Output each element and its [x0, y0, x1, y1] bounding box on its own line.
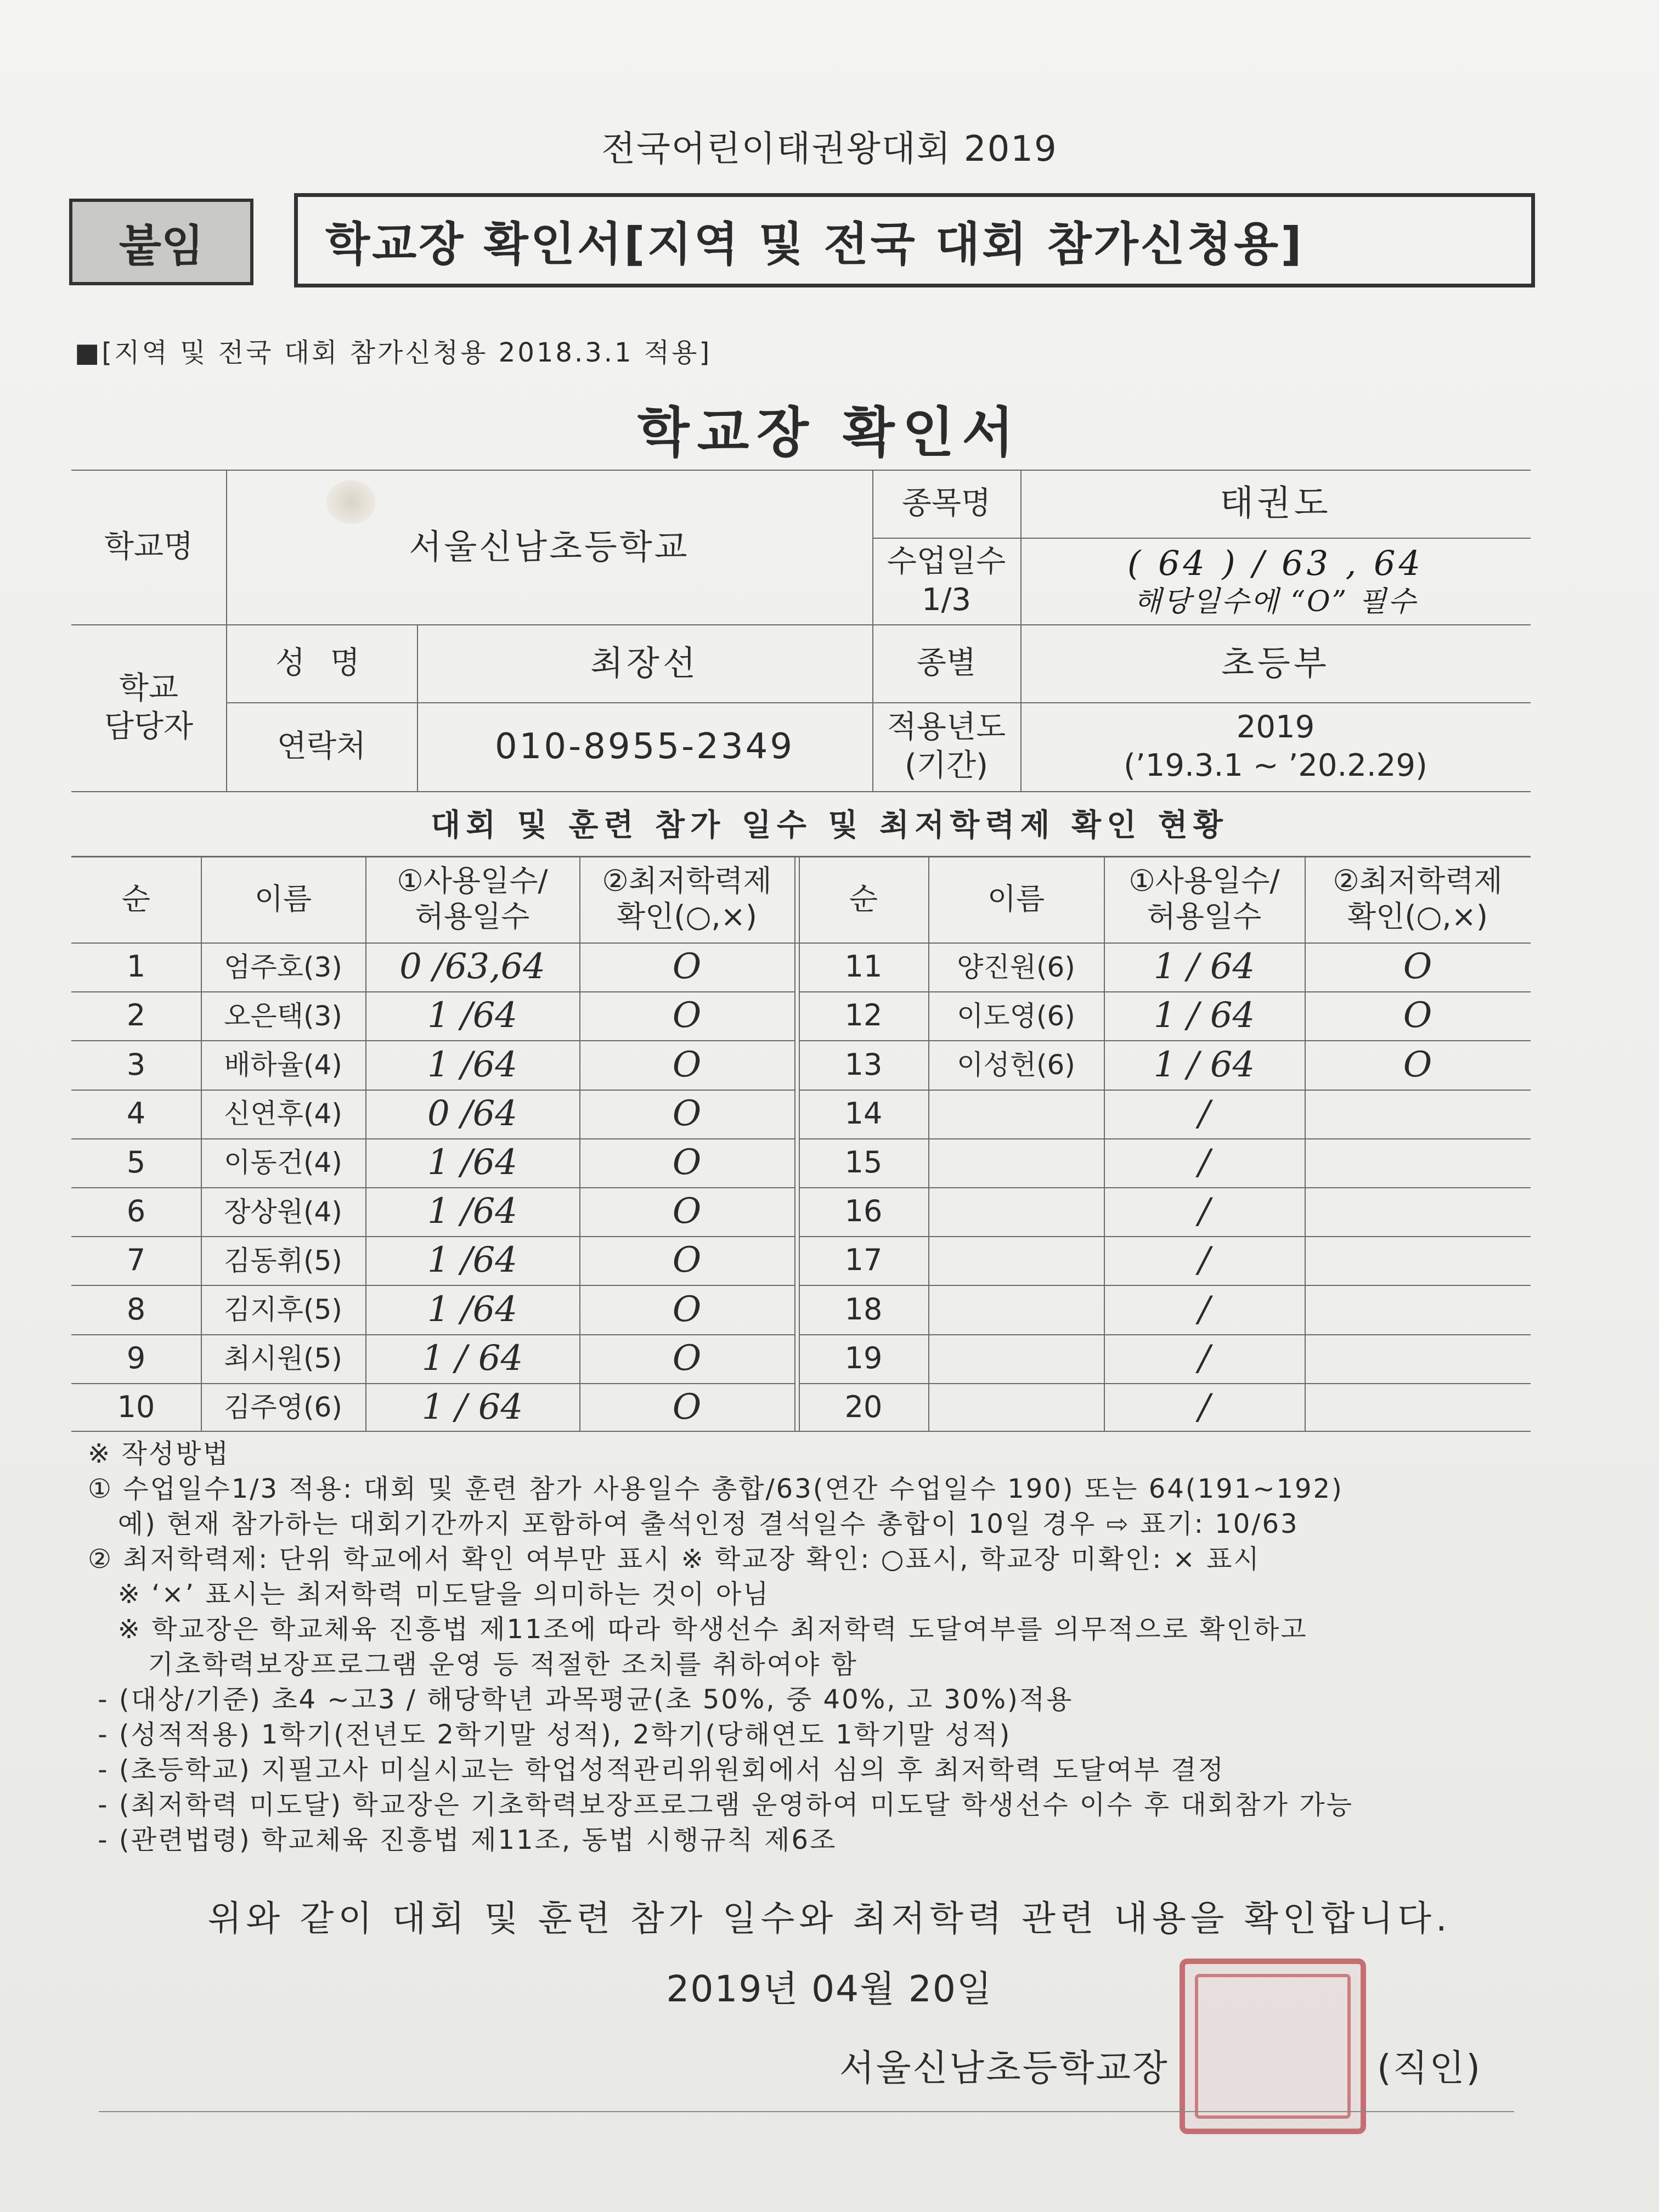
row-divider [71, 1285, 794, 1286]
cell-no: 7 [126, 1243, 146, 1278]
cell-name: 김동휘(5) [224, 1244, 342, 1277]
cell-check [1305, 1187, 1531, 1236]
row-divider [71, 991, 794, 992]
cell-no: 12 [844, 998, 883, 1033]
cell-days: / [1198, 1338, 1210, 1379]
cell-name: 이성헌(6) [957, 1048, 1075, 1081]
cell-days: 1 /64 [427, 1191, 518, 1232]
cell-name [928, 1236, 1104, 1285]
row-divider [799, 991, 1531, 992]
cell-check: O [672, 1093, 702, 1134]
header-title: 학교장 확인서[지역 및 전국 대회 참가신청용] [294, 193, 1535, 287]
event-label: 종목명 [901, 486, 991, 521]
cell-no: 16 [844, 1194, 883, 1229]
info-table [71, 470, 1531, 792]
cell-name [928, 1187, 1104, 1236]
cell-days: 1 / 64 [1153, 995, 1255, 1036]
row-divider [71, 1090, 794, 1091]
cell-days: / [1198, 1191, 1210, 1232]
row-divider [799, 1383, 1531, 1384]
cell-no: 14 [844, 1096, 883, 1131]
row-divider [799, 1090, 1531, 1091]
apply-note: ■[지역 및 전국 대회 참가신청용 2018.3.1 적용] [75, 337, 712, 368]
header-days-line2: 허용일수 [1147, 899, 1262, 934]
principal-name: 서울신남초등학교장 [839, 2047, 1169, 2089]
class-days-label-line1: 수업일수 [887, 544, 1006, 579]
cell-no: 9 [126, 1340, 146, 1375]
cell-check: O [1403, 1044, 1432, 1085]
cell-check: O [672, 995, 702, 1036]
header-check-line2: 확인(○,×) [1347, 899, 1488, 934]
cell-check [1305, 1383, 1531, 1432]
year-value-line1: 2019 [1236, 709, 1315, 745]
cell-no: 20 [844, 1389, 883, 1424]
cell-check: O [672, 1289, 702, 1330]
cell-check: O [672, 946, 702, 988]
cell-no: 6 [126, 1194, 146, 1229]
column-divider [1104, 856, 1105, 1432]
seal-label: (직인) [1377, 2047, 1482, 2089]
cell-check [1305, 1138, 1531, 1187]
event-title: 전국어린이태권왕대회 2019 [601, 129, 1058, 170]
cell-name [928, 1334, 1104, 1383]
cell-days: 1 /64 [427, 1240, 518, 1281]
cell-days: / [1198, 1386, 1210, 1427]
header-days-line1: ①사용일수/ [1128, 864, 1280, 899]
cell-name: 이동건(4) [224, 1147, 342, 1179]
note-line: ② 최저학력제: 단위 학교에서 확인 여부만 표시 ※ 학교장 확인: ○표시, 학교장 미확인: × 표시 [88, 1544, 1261, 1575]
cell-check: O [672, 1044, 702, 1085]
header-check-right [1305, 856, 1531, 943]
cell-check: O [672, 1142, 702, 1183]
year-label-line1: 적용년도 [887, 709, 1006, 745]
note-line: - (관련법령) 학교체육 진흥법 제11조, 동법 시행규칙 제6조 [88, 1825, 837, 1855]
note-line: - (대상/기준) 초4 ~고3 / 해당학년 과목평균(초 50%, 중 40%, 고 30%)적용 [88, 1684, 1074, 1715]
cell-days: 1 /64 [427, 1289, 518, 1330]
row-divider [799, 1285, 1531, 1286]
class-days-label [872, 538, 1020, 624]
writing-instructions [88, 1436, 1547, 1858]
cell-days: 1 /64 [427, 1044, 518, 1085]
header-days-line2: 허용일수 [415, 899, 530, 934]
cell-no: 11 [844, 949, 883, 984]
official-seal-icon [1180, 1959, 1366, 2134]
row-divider [71, 1334, 794, 1335]
row-divider [71, 1383, 794, 1384]
cell-days: 1 / 64 [1153, 946, 1255, 988]
note-line: - (최저학력 미도달) 학교장은 기초학력보장프로그램 운영하여 미도달 학생선수 이수 후 대회참가 가능 [88, 1790, 1353, 1820]
column-divider [1305, 856, 1306, 1432]
header-check-left [579, 856, 794, 943]
header-check-line2: 확인(○,×) [617, 899, 757, 934]
row-divider [71, 1236, 794, 1237]
header-check-line1: ②최저학력제 [1333, 864, 1503, 899]
column-divider [365, 856, 366, 1432]
cell-check: O [672, 1191, 702, 1232]
manager-name-value: 최장선 [590, 643, 699, 684]
header-name-right: 이름 [987, 881, 1045, 916]
header-days-line1: ①사용일수/ [397, 864, 548, 899]
column-divider [579, 856, 580, 1432]
manager-name-label: 성 명 [275, 645, 368, 681]
cell-check: O [672, 1338, 702, 1379]
note-line: ※ ‘×’ 표시는 최저학력 미도달을 의미하는 것이 아님 [88, 1579, 770, 1610]
cell-check [1305, 1334, 1531, 1383]
row-divider [799, 1236, 1531, 1237]
cell-days: 1 /64 [427, 995, 518, 1036]
cell-days: 1 /64 [427, 1142, 518, 1183]
cell-name: 양진원(6) [957, 951, 1075, 983]
cell-name: 엄주호(3) [224, 951, 342, 983]
note-line: 예) 현재 참가하는 대회기간까지 포함하여 출석인정 결석일수 총합이 10일 경우 ⇨ 표기: 10/63 [88, 1509, 1299, 1539]
header-days-left [365, 856, 579, 943]
note-line: ① 수업일수1/3 적용: 대회 및 훈련 참가 사용일수 총합/63(연간 수업일수 190) 또는 64(191~192) [88, 1474, 1344, 1504]
header-no-left: 순 [121, 881, 151, 916]
cell-check [1305, 1285, 1531, 1334]
column-divider [928, 856, 929, 1432]
form-title: 학교장 확인서 [637, 402, 1022, 464]
column-divider [201, 856, 202, 1432]
year-label-line2: (기간) [905, 748, 988, 783]
school-name-value: 서울신남초등학교 [409, 527, 690, 567]
cell-days: / [1198, 1142, 1210, 1183]
cell-name: 이도영(6) [957, 1000, 1075, 1032]
row-divider [71, 1187, 794, 1188]
cell-days: 1 / 64 [421, 1338, 523, 1379]
cell-name [928, 1285, 1104, 1334]
cell-days: / [1198, 1093, 1210, 1134]
contact-value: 010-8955-2349 [494, 726, 795, 767]
cell-no: 13 [844, 1047, 883, 1082]
header-name-left: 이름 [254, 881, 312, 916]
row-divider [799, 1040, 1531, 1041]
cell-check [1305, 1236, 1531, 1285]
class-days-value [1020, 538, 1531, 624]
cell-name: 배하율(4) [224, 1048, 342, 1081]
cell-name: 최시원(5) [224, 1342, 342, 1375]
cell-check: O [672, 1386, 702, 1427]
cell-name: 김주영(6) [224, 1391, 342, 1424]
note-line: - (초등학교) 지필고사 미실시교는 학업성적관리위원회에서 심의 후 최저학력 도달여부 결정 [88, 1754, 1225, 1785]
note-line: ※ 학교장은 학교체육 진흥법 제11조에 따라 학생선수 최저학력 도달여부를 의무적으로 확인하고 [88, 1614, 1308, 1645]
cell-name: 신연후(4) [224, 1098, 342, 1130]
cell-no: 8 [126, 1291, 146, 1327]
issue-date: 2019년 04월 20일 [666, 1968, 993, 2010]
bottom-divider [99, 2111, 1514, 2112]
cell-no: 3 [126, 1047, 146, 1082]
cell-days: / [1198, 1289, 1210, 1330]
table-bottom-border [71, 1431, 1531, 1432]
row-divider [71, 1138, 794, 1139]
attachment-label: 붙임 [69, 199, 253, 285]
cell-days: 1 / 64 [1153, 1044, 1255, 1085]
division-label: 종별 [916, 645, 977, 681]
year-value [1020, 702, 1531, 791]
confirmation-statement: 위와 같이 대회 및 훈련 참가 일수와 최저학력 관련 내용을 확인합니다. [207, 1899, 1452, 1939]
participant-table [71, 856, 1531, 1432]
cell-name: 김지후(5) [224, 1293, 342, 1325]
note-line: - (성적적용) 1학기(전년도 2학기말 성적), 2학기(당해연도 1학기말 성적) [88, 1719, 1012, 1750]
header-no-right: 순 [849, 881, 878, 916]
cell-no: 18 [844, 1291, 883, 1327]
manager-label-line1: 학교 [119, 670, 179, 706]
note-line: ※ 작성방법 [88, 1438, 230, 1469]
cell-no: 19 [844, 1340, 883, 1375]
year-value-line2: (’19.3.1 ~ ’20.2.29) [1124, 748, 1427, 783]
cell-no: 2 [126, 998, 146, 1033]
cell-days: 1 / 64 [421, 1386, 523, 1427]
cell-check: O [1403, 995, 1432, 1036]
manager-label [71, 624, 226, 791]
cell-name: 장상원(4) [224, 1195, 342, 1228]
class-days-note: 해당일수에 “O” 필수 [1133, 585, 1418, 619]
cell-days: / [1198, 1240, 1210, 1281]
cell-name: 오은택(3) [224, 1000, 342, 1032]
event-value: 태권도 [1220, 483, 1331, 524]
year-label [872, 702, 1020, 791]
school-name-label: 학교명 [104, 529, 194, 565]
cell-no: 5 [126, 1144, 146, 1180]
cell-no: 4 [126, 1096, 146, 1131]
class-days-selection: ( 64 ) / 63 , 64 [1127, 543, 1424, 583]
row-divider [799, 1334, 1531, 1335]
header-days-right [1104, 856, 1305, 943]
row-divider [71, 1040, 794, 1041]
division-value: 초등부 [1221, 643, 1330, 684]
cell-name [928, 1138, 1104, 1187]
cell-check [1305, 1090, 1531, 1138]
cell-days: 0 /63,64 [399, 946, 545, 988]
cell-name [928, 1090, 1104, 1138]
cell-no: 10 [117, 1389, 155, 1424]
cell-check: O [672, 1240, 702, 1281]
row-divider [799, 1138, 1531, 1139]
row-divider [799, 1187, 1531, 1188]
cell-name [928, 1383, 1104, 1432]
class-days-label-line2: 1/3 [921, 582, 972, 618]
cell-no: 15 [844, 1144, 883, 1180]
manager-label-line2: 담당자 [104, 709, 194, 744]
cell-no: 1 [126, 949, 146, 984]
contact-label: 연락처 [276, 729, 366, 764]
cell-check: O [1403, 946, 1432, 988]
note-line: 기초학력보장프로그램 운영 등 적절한 조치를 취하여야 함 [88, 1649, 858, 1680]
section-title: 대회 및 훈련 참가 일수 및 최저학력제 확인 현황 [431, 808, 1228, 843]
header-check-line1: ②최저학력제 [602, 864, 772, 899]
cell-no: 17 [844, 1243, 883, 1278]
cell-days: 0 /64 [427, 1093, 518, 1134]
